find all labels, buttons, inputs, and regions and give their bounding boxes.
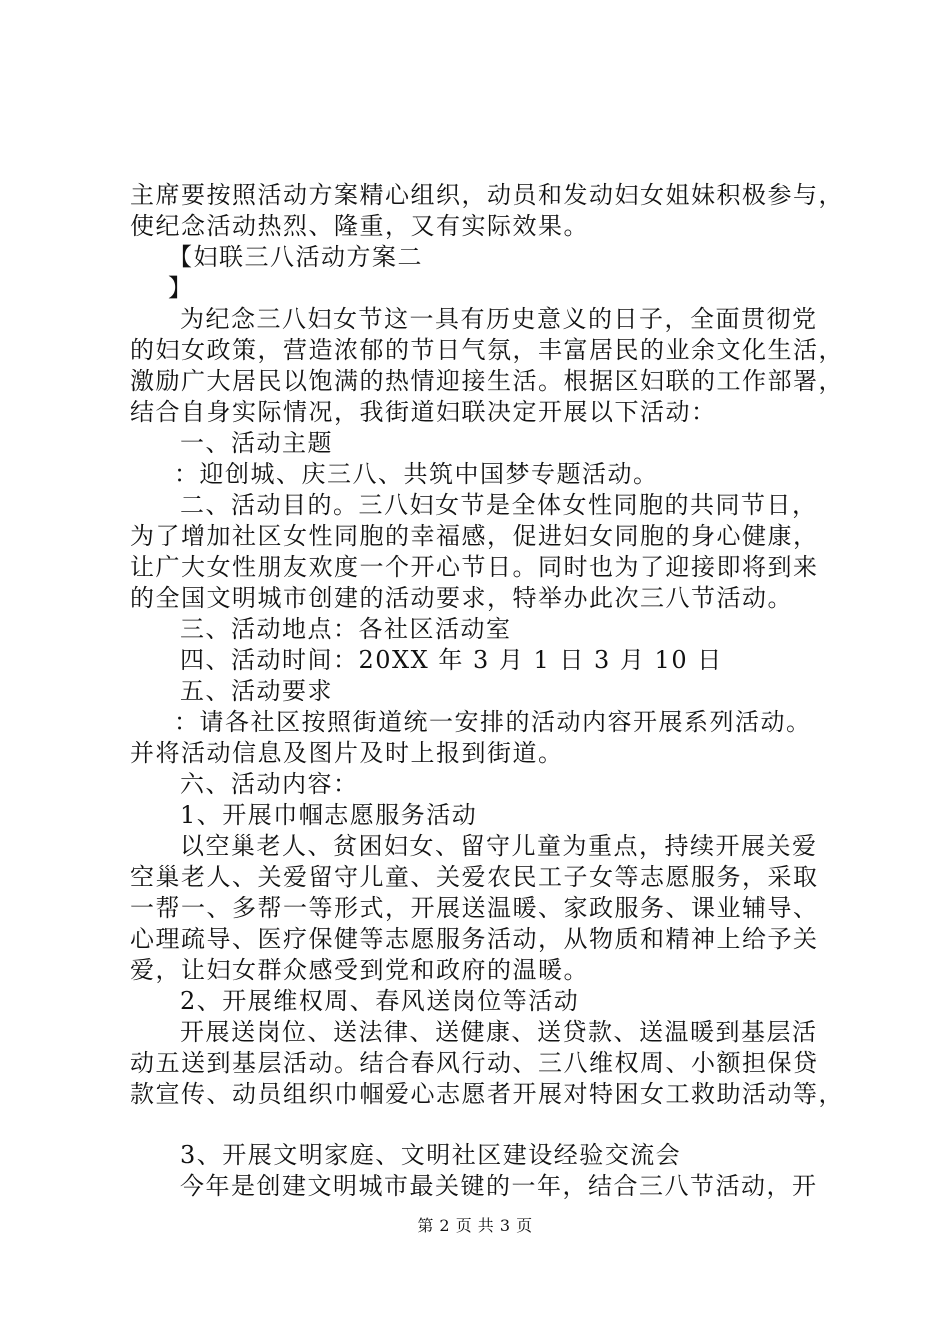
body-text-line: 款宣传、动员组织巾帼爱心志愿者开展对特困女工救助活动等， — [130, 1080, 844, 1108]
subheading: 四、活动时间：20XX 年 3 月 1 日 3 月 10 日 — [180, 646, 723, 674]
body-text-line: 空巢老人、关爱留守儿童、关爱农民工子女等志愿服务，采取 — [130, 863, 819, 891]
body-text-line: 为了增加社区女性同胞的幸福感，促进妇女同胞的身心健康， — [130, 522, 819, 550]
body-text-line: 的全国文明城市创建的活动要求，特举办此次三八节活动。 — [130, 584, 793, 612]
subheading: 五、活动要求 — [180, 677, 333, 705]
body-text-line: 使纪念活动热烈、隆重，又有实际效果。 — [130, 212, 589, 240]
body-text-line: 让广大女性朋友欢度一个开心节日。同时也为了迎接即将到来 — [130, 553, 819, 581]
body-text-line: 主席要按照活动方案精心组织，动员和发动妇女姐妹积极参与， — [130, 181, 844, 209]
body-text-line: 的妇女政策，营造浓郁的节日气氛，丰富居民的业余文化生活， — [130, 336, 844, 364]
body-text-line: 以空巢老人、贫困妇女、留守儿童为重点，持续开展关爱 — [180, 832, 818, 860]
body-text-line: 并将活动信息及图片及时上报到街道。 — [130, 739, 564, 767]
subheading: 三、活动地点：各社区活动室 — [180, 615, 512, 643]
body-text-line: ：迎创城、庆三八、共筑中国梦专题活动。 — [174, 460, 659, 488]
section-heading-bracket: 】 — [168, 274, 194, 302]
body-text-line: 爱，让妇女群众感受到党和政府的温暖。 — [130, 956, 589, 984]
section-heading: 【妇联三八活动方案二 — [168, 243, 423, 271]
subheading: 1、开展巾帼志愿服务活动 — [180, 801, 478, 829]
subheading: 2、开展维权周、春风送岗位等活动 — [180, 987, 580, 1015]
body-text-line: 开展送岗位、送法律、送健康、送贷款、送温暖到基层活 — [180, 1018, 818, 1046]
body-text-line: 结合自身实际情况，我街道妇联决定开展以下活动： — [130, 398, 717, 426]
body-text-line: 二、活动目的。三八妇女节是全体女性同胞的共同节日， — [180, 491, 818, 519]
body-text-line: 心理疏导、医疗保健等志愿服务活动，从物质和精神上给予关 — [130, 925, 819, 953]
subheading: 3、开展文明家庭、文明社区建设经验交流会 — [180, 1141, 682, 1169]
page-number-footer: 第 2 页 共 3 页 — [417, 1216, 533, 1235]
body-text-line: 动五送到基层活动。结合春风行动、三八维权周、小额担保贷 — [130, 1049, 819, 1077]
subheading: 六、活动内容： — [180, 770, 359, 798]
body-text-line: ：请各社区按照街道统一安排的活动内容开展系列活动。 — [174, 708, 812, 736]
body-text-line: 一帮一、多帮一等形式，开展送温暖、家政服务、课业辅导、 — [130, 894, 819, 922]
subheading: 一、活动主题 — [180, 429, 333, 457]
body-text-line: 今年是创建文明城市最关键的一年，结合三八节活动，开 — [180, 1172, 818, 1200]
body-text-line: 激励广大居民以饱满的热情迎接生活。根据区妇联的工作部署， — [130, 367, 844, 395]
body-text-line: 为纪念三八妇女节这一具有历史意义的日子，全面贯彻党 — [180, 305, 818, 333]
